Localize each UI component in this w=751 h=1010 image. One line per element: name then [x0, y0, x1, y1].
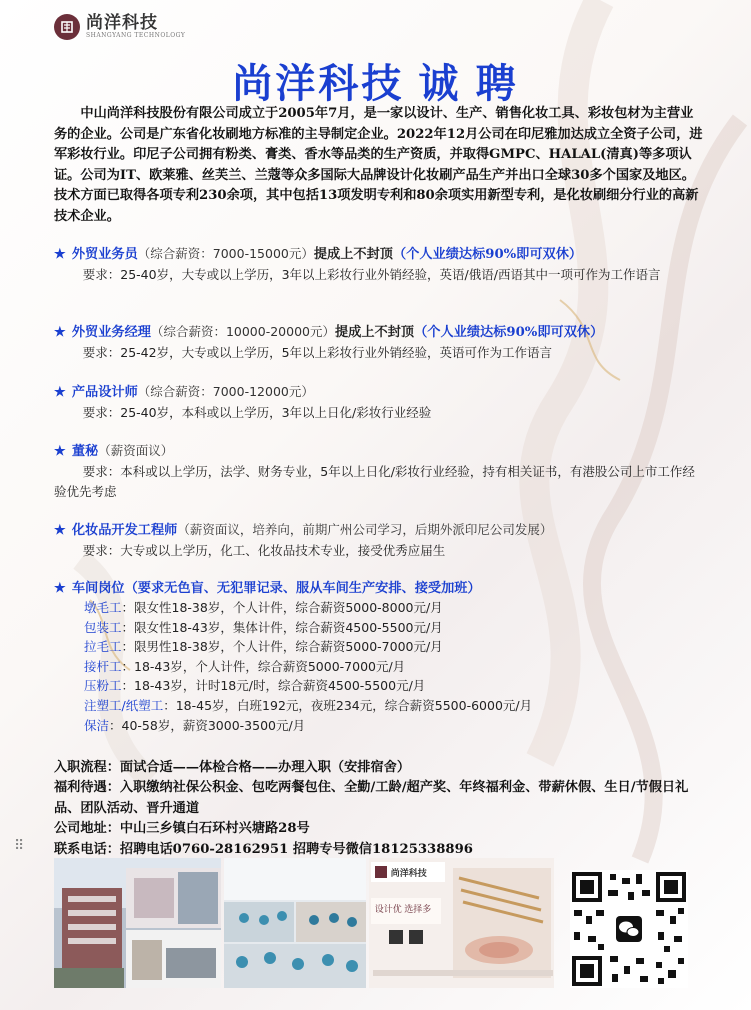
job-salary: （综合薪资：10000-20000元）: [150, 324, 335, 339]
photo-strip: [54, 858, 554, 988]
brochure-slogan: 设计优 选择多: [374, 904, 432, 914]
job-product-designer: [54, 382, 704, 423]
star-icon: ★: [54, 325, 66, 340]
job-salary: （薪资面议）: [98, 443, 174, 458]
job-salary: （综合薪资：7000-15000元）: [137, 246, 314, 261]
company-intro: 中山尚洋科技股份有限公司成立于2005年7月，是一家以设计、生产、销售化妆工具、彩妆包材为主营业务的企业。公司是广东省化妆刷地方标准的主导制定企业。2022年12月公司在印尼雅加达成立全资子公司，进军彩妆行业。印尼子公司拥有粉类、膏类、香水等品类的生产资质，并取得GMPC、HALAL(清真)等多项认证。公司为IT、欧莱雅、丝芙兰、兰蔻等众多国际大品牌设计化妆刷产品生产并出口全球30多个国家及地区。技术方面已取得各项专利230余项，其中包括13项发明专利和80余项实用新型专利，是化妆刷细分行业的高新技术企业。: [54, 106, 703, 224]
logo-subtitle: SHANGYANG TECHNOLOGY: [86, 32, 186, 39]
job-board-secretary: [54, 441, 704, 502]
workshop-item: 保洁：40-58岁，薪资3000-3500元/月: [84, 717, 306, 733]
star-icon: ★: [54, 581, 66, 596]
job-foreign-trade-sales: [54, 244, 704, 285]
brochure-brand: 尚洋科技: [390, 868, 427, 878]
job-requirement: 要求：本科或以上学历，法学、财务专业，5年以上日化/彩妆行业经验，持有相关证书，有港股公司上市工作经验优先考虑: [54, 463, 695, 499]
job-title: 外贸业务经理: [71, 325, 151, 340]
star-icon: ★: [54, 247, 66, 262]
job-bonus: （个人业绩达标90%即可双休）: [414, 325, 604, 340]
job-requirement: 要求：25-40岁，本科或以上学历，3年以上日化/彩妆行业经验: [82, 404, 432, 420]
company-address: 公司地址：中山三乡镇白石环村兴塘路28号: [54, 821, 310, 837]
page-title: 尚洋科技 诚 聘: [232, 62, 519, 106]
workshop-item: 压粉工：18-43岁，计时18元/时，综合薪资4500-5500元/月: [84, 678, 426, 694]
workshop-item: 注塑工/纸塑工：18-45岁，白班192元，夜班234元，综合薪资5500-6000元/月: [84, 697, 533, 713]
hiring-process: 入职流程：面试合适——体检合格——办理入职（安排宿舍）: [54, 760, 411, 775]
job-title: 外贸业务员: [71, 247, 138, 262]
job-foreign-trade-manager: [54, 322, 704, 363]
job-extra: 提成上不封顶: [335, 325, 415, 340]
workshop-list: [84, 598, 532, 735]
job-bonus: （个人业绩达标90%即可双休）: [392, 247, 583, 262]
workshop-photo: [224, 858, 365, 988]
drag-handle-icon[interactable]: ⠿: [14, 838, 25, 854]
workshop-item: 拉毛工：限男性18-38岁，个人计件，综合薪资5000-7000元/月: [84, 639, 443, 655]
workshop-title: 车间岗位（要求无色盲、无犯罪记录、服从车间生产安排、接受加班）: [71, 581, 481, 596]
job-requirement: 要求：25-42岁，大专或以上学历，5年以上彩妆行业外销经验，英语可作为工作语言: [82, 344, 553, 360]
star-icon: ★: [54, 444, 66, 459]
wechat-qr-code: [570, 870, 688, 988]
job-salary: （综合薪资：7000-12000元）: [137, 384, 314, 399]
job-salary: （薪资面议，培养向，前期广州公司学习，后期外派印尼公司发展）: [177, 522, 553, 537]
star-icon: ★: [54, 523, 66, 538]
workshop-item: 包装工：限女性18-43岁，集体计件，综合薪资4500-5500元/月: [84, 619, 443, 635]
job-requirement: 要求：25-40岁，大专或以上学历，3年以上彩妆行业外销经验，英语/俄语/西语其中一项可作为工作语言: [82, 266, 661, 282]
building-photo: [54, 858, 221, 988]
contact-info: [54, 758, 714, 860]
logo-name: 尚洋科技: [86, 13, 158, 33]
job-title: 化妆品开发工程师: [71, 523, 178, 538]
logo-icon: [54, 14, 80, 40]
workshop-section: [54, 579, 704, 599]
workshop-item: 接杆工：18-43岁，个人计件，综合薪资5000-7000元/月: [84, 658, 406, 674]
brochure-image: [369, 858, 554, 988]
job-requirement: 要求：大专或以上学历，化工、化妆品技术专业，接受优秀应届生: [82, 542, 446, 558]
job-cosmetics-engineer: [54, 520, 704, 561]
benefits: 福利待遇：入职缴纳社保公积金、包吃两餐包住、全勤/工龄/超产奖、年终福利金、带薪休假、生日/节假日礼品、团队活动、晋升通道: [54, 780, 689, 816]
job-extra: 提成上不封顶: [313, 247, 393, 262]
contact-phone: 联系电话：招聘电话0760-28162951 招聘专号微信18125338896: [54, 841, 473, 857]
job-title: 董秘: [71, 444, 99, 459]
star-icon: ★: [54, 385, 66, 400]
workshop-item: 墩毛工：限女性18-38岁，个人计件，综合薪资5000-8000元/月: [84, 600, 443, 615]
job-title: 产品设计师: [71, 385, 138, 400]
company-logo: [54, 14, 185, 40]
